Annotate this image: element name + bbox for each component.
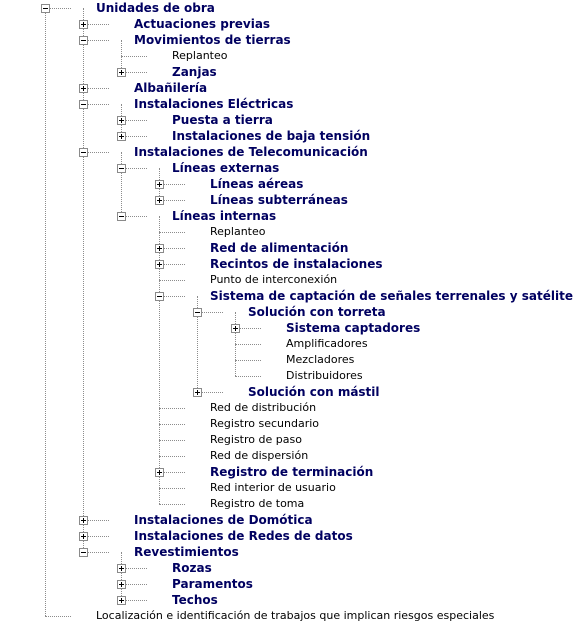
tree-node-folder[interactable]: Líneas externas bbox=[172, 161, 280, 175]
tree-node-folder[interactable]: Techos bbox=[172, 593, 218, 607]
tree-node-folder[interactable]: Rozas bbox=[172, 561, 212, 575]
tree-node-leaf[interactable]: Registro secundario bbox=[210, 417, 320, 430]
tree-connector-line bbox=[235, 360, 261, 361]
tree-node-folder[interactable]: Líneas aéreas bbox=[210, 177, 304, 191]
minus-icon bbox=[81, 152, 86, 153]
expand-toggle-icon[interactable] bbox=[79, 20, 88, 29]
minus-icon bbox=[195, 312, 200, 313]
minus-icon bbox=[81, 104, 86, 105]
tree-node-leaf[interactable]: Registro de paso bbox=[210, 433, 302, 446]
tree-node-folder[interactable]: Solución con mástil bbox=[248, 385, 380, 399]
tree-node-folder[interactable]: Instalaciones de Telecomunicación bbox=[134, 145, 368, 159]
tree-node-leaf[interactable]: Replanteo bbox=[210, 225, 266, 238]
tree-node-folder[interactable]: Solución con torreta bbox=[248, 305, 386, 319]
collapse-toggle-icon[interactable] bbox=[41, 4, 50, 13]
tree-connector-line bbox=[159, 408, 185, 409]
expand-toggle-icon[interactable] bbox=[117, 596, 126, 605]
tree-connector-line bbox=[159, 504, 185, 505]
expand-toggle-icon[interactable] bbox=[231, 324, 240, 333]
plus-icon bbox=[197, 390, 198, 395]
expand-toggle-icon[interactable] bbox=[117, 580, 126, 589]
expand-toggle-icon[interactable] bbox=[79, 516, 88, 525]
collapse-toggle-icon[interactable] bbox=[193, 308, 202, 317]
expand-toggle-icon[interactable] bbox=[79, 84, 88, 93]
collapse-toggle-icon[interactable] bbox=[79, 36, 88, 45]
expand-toggle-icon[interactable] bbox=[155, 180, 164, 189]
plus-icon bbox=[121, 118, 122, 123]
tree-connector-line bbox=[83, 40, 84, 88]
tree-connector-line bbox=[121, 56, 147, 57]
tree-node-folder[interactable]: Revestimientos bbox=[134, 545, 239, 559]
plus-icon bbox=[121, 598, 122, 603]
tree-connector-line bbox=[235, 360, 236, 376]
tree-node-folder[interactable]: Instalaciones Eléctricas bbox=[134, 97, 294, 111]
tree-connector-line bbox=[159, 232, 185, 233]
plus-icon bbox=[159, 246, 160, 251]
tree-node-folder[interactable]: Líneas subterráneas bbox=[210, 193, 348, 207]
plus-icon bbox=[159, 470, 160, 475]
tree-node-leaf[interactable]: Punto de interconexión bbox=[210, 273, 338, 286]
tree-connector-line bbox=[121, 152, 122, 216]
tree-node-folder[interactable]: Instalaciones de baja tensión bbox=[172, 129, 371, 143]
tree-connector-line bbox=[45, 616, 71, 617]
tree-node-folder[interactable]: Registro de terminación bbox=[210, 465, 374, 479]
plus-icon bbox=[121, 582, 122, 587]
plus-icon bbox=[83, 518, 84, 523]
tree-node-leaf[interactable]: Red de dispersión bbox=[210, 449, 309, 462]
tree-node-folder[interactable]: Puesta a tierra bbox=[172, 113, 273, 127]
tree-node-leaf[interactable]: Replanteo bbox=[172, 49, 228, 62]
tree-node-folder[interactable]: Movimientos de tierras bbox=[134, 33, 291, 47]
tree-node-folder[interactable]: Instalaciones de Redes de datos bbox=[134, 529, 353, 543]
tree-connector-line bbox=[159, 296, 160, 408]
minus-icon bbox=[81, 552, 86, 553]
plus-icon bbox=[121, 70, 122, 75]
tree-node-folder[interactable]: Actuaciones previas bbox=[134, 17, 271, 31]
tree-connector-line bbox=[235, 344, 261, 345]
tree-connector-line bbox=[235, 376, 261, 377]
tree-node-leaf[interactable]: Red interior de usuario bbox=[210, 481, 336, 494]
expand-toggle-icon[interactable] bbox=[193, 388, 202, 397]
collapse-toggle-icon[interactable] bbox=[79, 548, 88, 557]
tree-node-folder[interactable]: Paramentos bbox=[172, 577, 253, 591]
tree-connector-line bbox=[235, 344, 236, 360]
tree-node-folder[interactable]: Instalaciones de Domótica bbox=[134, 513, 313, 527]
tree-connector-line bbox=[159, 280, 185, 281]
tree-node-folder[interactable]: Albañilería bbox=[134, 81, 208, 95]
tree-node-leaf[interactable]: Mezcladores bbox=[286, 353, 355, 366]
expand-toggle-icon[interactable] bbox=[79, 532, 88, 541]
expand-toggle-icon[interactable] bbox=[155, 468, 164, 477]
tree-node-leaf[interactable]: Red de distribución bbox=[210, 401, 317, 414]
collapse-toggle-icon[interactable] bbox=[155, 292, 164, 301]
tree-connector-line bbox=[159, 440, 185, 441]
collapse-toggle-icon[interactable] bbox=[117, 164, 126, 173]
expand-toggle-icon[interactable] bbox=[155, 244, 164, 253]
tree-node-folder[interactable]: Sistema captadores bbox=[286, 321, 421, 335]
tree-connector-line bbox=[159, 456, 185, 457]
plus-icon bbox=[159, 198, 160, 203]
plus-icon bbox=[159, 262, 160, 267]
tree-connector-line bbox=[159, 488, 185, 489]
collapse-toggle-icon[interactable] bbox=[79, 100, 88, 109]
tree-node-folder[interactable]: Recintos de instalaciones bbox=[210, 257, 383, 271]
minus-icon bbox=[81, 40, 86, 41]
plus-icon bbox=[83, 22, 84, 27]
tree-connector-line bbox=[83, 152, 84, 520]
tree-connector-line bbox=[159, 488, 160, 504]
tree-connector-line bbox=[159, 424, 160, 440]
tree-connector-line bbox=[159, 408, 160, 424]
collapse-toggle-icon[interactable] bbox=[117, 212, 126, 221]
minus-icon bbox=[119, 168, 124, 169]
plus-icon bbox=[83, 86, 84, 91]
tree-node-leaf[interactable]: Localización e identificación de trabajos que implican riesgos especiales bbox=[96, 609, 495, 622]
minus-icon bbox=[119, 216, 124, 217]
tree-node-folder[interactable]: Sistema de captación de señales terrenales y satélite bbox=[210, 289, 573, 303]
expand-toggle-icon[interactable] bbox=[155, 196, 164, 205]
tree-node-folder[interactable]: Unidades de obra bbox=[96, 1, 215, 15]
minus-icon bbox=[157, 296, 162, 297]
tree-node-leaf[interactable]: Distribuidores bbox=[286, 369, 363, 382]
expand-toggle-icon[interactable] bbox=[117, 68, 126, 77]
plus-icon bbox=[83, 534, 84, 539]
tree-node-leaf[interactable]: Registro de toma bbox=[210, 497, 305, 510]
tree-node-folder[interactable]: Red de alimentación bbox=[210, 241, 349, 255]
tree-connector-line bbox=[159, 440, 160, 456]
tree-node-folder[interactable]: Líneas internas bbox=[172, 209, 277, 223]
tree-connector-line bbox=[83, 104, 84, 152]
collapse-toggle-icon[interactable] bbox=[79, 148, 88, 157]
plus-icon bbox=[235, 326, 236, 331]
tree-node-folder[interactable]: Zanjas bbox=[172, 65, 217, 79]
tree-connector-line bbox=[45, 8, 46, 616]
expand-toggle-icon[interactable] bbox=[117, 132, 126, 141]
tree-node-leaf[interactable]: Amplificadores bbox=[286, 337, 368, 350]
expand-toggle-icon[interactable] bbox=[117, 116, 126, 125]
expand-toggle-icon[interactable] bbox=[155, 260, 164, 269]
expand-toggle-icon[interactable] bbox=[117, 564, 126, 573]
plus-icon bbox=[121, 134, 122, 139]
plus-icon bbox=[121, 566, 122, 571]
minus-icon bbox=[43, 8, 48, 9]
plus-icon bbox=[159, 182, 160, 187]
tree-connector-line bbox=[159, 424, 185, 425]
